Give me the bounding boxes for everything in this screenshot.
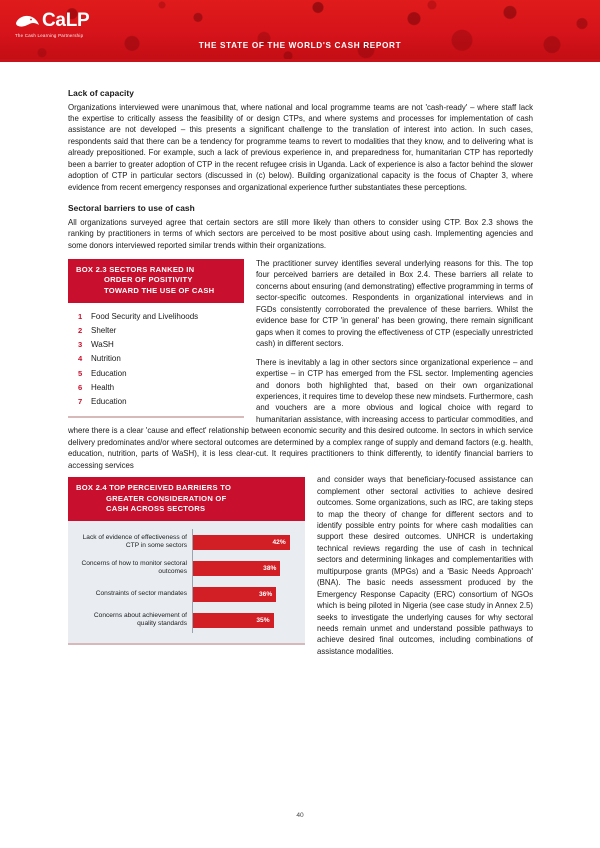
- rank-label: Nutrition: [91, 354, 121, 364]
- rank-label: WaSH: [91, 340, 114, 350]
- rank-number: 3: [78, 340, 83, 350]
- box-2-3-header: [68, 259, 244, 303]
- rank-number: 1: [78, 311, 83, 321]
- list-item: [74, 394, 238, 408]
- rank-number: 5: [78, 368, 83, 378]
- rank-label: Education: [91, 368, 127, 378]
- section-heading-sectoral-barriers: Sectoral barriers to use of cash: [68, 203, 195, 214]
- bar-track: [192, 581, 297, 607]
- section-paragraph-lack-of-capacity: Organizations interviewed were unanimous that, where national and local programme teams are not 'cash-ready' – where staff lack the expertise to critically assess the feasibility of or design CTPs, and where systems and processes for implementation of cash assistance are not developed – this presents a significant challenge to the translation of interest into action. In such cases, respondents said that there can be a tendency for programme teams to revert to modalities that they know, and to delivering what is already prepositioned. For example, such a lack of previous experience in, and preparedness for, humanitarian CTP has reportedly been a barrier to greater adoption of CTP in the recent refugee crisis in Uganda. Lack of experience is also a factor behind the slower adoption of CTP in particular sectors (discussed in (c) below). Building organizational capacity is the focus of Chapter 3, where evidence from recent emergency responses and organizational experience further substantiates these perceptions.: [68, 102, 533, 192]
- section-paragraph-sectoral-barriers: All organizations surveyed agree that certain sectors are still more likely than others to consider using CTP. Box 2.3 shows the ranking by practitioners in terms of which sectors are perceived to be most positive about using cash. Implementing agencies and some donors interviewed reported similar trends within their organizations.: [68, 217, 533, 250]
- box-2-3: [68, 259, 244, 418]
- list-item: [74, 366, 238, 380]
- page-number: 40: [296, 812, 304, 819]
- chart-bar-row: [74, 607, 297, 633]
- bar-track: [192, 529, 297, 555]
- rank-label: Shelter: [91, 325, 117, 335]
- bar-value-label: 36%: [258, 590, 273, 598]
- chart-bar-row: [74, 581, 297, 607]
- bar: [193, 587, 276, 602]
- box-2-4-header: [68, 477, 305, 521]
- paragraph-sector-lag: There is inevitably a lag in other sectors since organizational experience – and expertise – in CTP has emerged from the FSL sector. Implementing agencies and donors both highlighted that, based on their own organizational experiences, it requires time to develop these new mindsets. Furthermore, cash and vouchers are a more obvious and logical choice with regard to humanitarian assistance, with increasing access to particular commodities, and where there is a clear 'cause and effect' relationship between economic security and this desired outcome. In sectors in which service delivery predominates and/or where sectoral outcomes are determined by a complex range of supply and demand factors (e.g. health, education, nutrition, parts of WaSH), it is less clear-cut. It requires practitioners to think differently, to identify financial barriers to accessing services: [68, 357, 533, 470]
- box-2-3-header-line1: BOX 2.3 SECTORS RANKED IN: [76, 264, 195, 274]
- bar-value-label: 35%: [256, 616, 270, 624]
- spacer: [68, 251, 533, 258]
- box24-region: [68, 474, 533, 657]
- rank-number: 2: [78, 325, 83, 335]
- list-item: [74, 352, 238, 366]
- report-title: THE STATE OF THE WORLD'S CASH REPORT: [198, 41, 402, 50]
- bar-category-label: Concerns of how to monitor sectoral outcomes: [81, 560, 187, 576]
- paragraph-beneficiary-focused: and consider ways that beneficiary-focused assistance can complement other sectoral activities to achieve desired outcomes. Some organizations, such as IRC, are taking steps to map the theory of change for different sectors and to identify possible entry points for where cash modalities can support these desired outcomes. UNHCR is undertaking technical reviews regarding the use of cash in technical sectors and determining linkages and complementarities with multipurpose grants (MPGs) and a 'Basic Needs Approach' (BNA). The basic needs assessment produced by the Emergency Response Capacity (ERC) consortium of NGOs which is being piloted in Nigeria (see case study in Annex 2.5) seeks to investigate the underlying causes for why sectoral needs remain unmet and understand possible pathways to achieve desired final outcomes, including combinations of assistance modalities.: [317, 475, 533, 656]
- page-content: [68, 88, 533, 657]
- bar: [193, 613, 274, 628]
- calp-logo-tagline: The Cash Learning Partnership: [15, 33, 84, 38]
- bar-category-label: Concerns about achievement of quality standards: [93, 612, 187, 628]
- bar-category-label: Constraints of sector mandates: [95, 590, 187, 598]
- chart-bar-row: [74, 555, 297, 581]
- spacer: [68, 193, 533, 203]
- box-2-3-header-line2: ORDER OF POSITIVITY: [104, 275, 193, 285]
- rank-label: Food Security and Livelihoods: [91, 311, 199, 321]
- calp-logo-wordmark: CaLP: [42, 10, 90, 31]
- box-2-4-header-line3: CASH ACROSS SECTORS: [106, 503, 206, 513]
- section-heading-lack-of-capacity: Lack of capacity: [68, 88, 134, 98]
- rank-label: Education: [91, 396, 127, 406]
- box-2-4: [68, 477, 305, 645]
- box-2-4-header-line2: GREATER CONSIDERATION OF: [106, 493, 227, 503]
- bar: [193, 535, 290, 550]
- bar-value-label: 42%: [272, 538, 286, 546]
- list-item: [74, 323, 238, 337]
- list-item: [74, 380, 238, 394]
- bar-track: [192, 607, 297, 633]
- calp-logo-mark-icon: [14, 13, 40, 31]
- calp-logo: [14, 11, 146, 45]
- list-item: [74, 309, 238, 323]
- bar-category-label: Lack of evidence of effectiveness of CTP in some sectors: [82, 534, 187, 550]
- chart-bar-row: [74, 529, 297, 555]
- box23-region: [68, 258, 533, 471]
- box-2-4-header-line1: BOX 2.4 TOP PERCEIVED BARRIERS TO: [76, 483, 232, 493]
- barriers-bar-chart: [68, 521, 305, 643]
- bar: [193, 561, 280, 576]
- box-2-3-header-line3: TOWARD THE USE OF CASH: [104, 285, 215, 295]
- box-2-3-ranked-list: [68, 303, 244, 415]
- bar-track: [192, 555, 297, 581]
- list-item: [74, 338, 238, 352]
- rank-label: Health: [91, 382, 115, 392]
- rank-number: 7: [78, 396, 83, 406]
- rank-number: 6: [78, 382, 83, 392]
- page-header-banner: [0, 0, 600, 62]
- banner-underline: [0, 59, 600, 62]
- paragraph-practitioner-survey: The practitioner survey identifies several underlying reasons for this. The top four perceived barriers are detailed in Box 2.4. These barriers all relate to concerns about ensuring (and demonstrating) effective programming in terms of sector-specific outcomes. Respondents in organizational interviews and in FGDs consistently corroborated the prevalence of these barriers. Whilst the evidence base for CTP 'in general' has been growing, there remain significant gaps when it comes to proving the effectiveness of CTP (especially unrestricted cash) in different sectors.: [256, 258, 533, 349]
- rank-number: 4: [78, 354, 83, 364]
- bar-value-label: 38%: [263, 564, 277, 572]
